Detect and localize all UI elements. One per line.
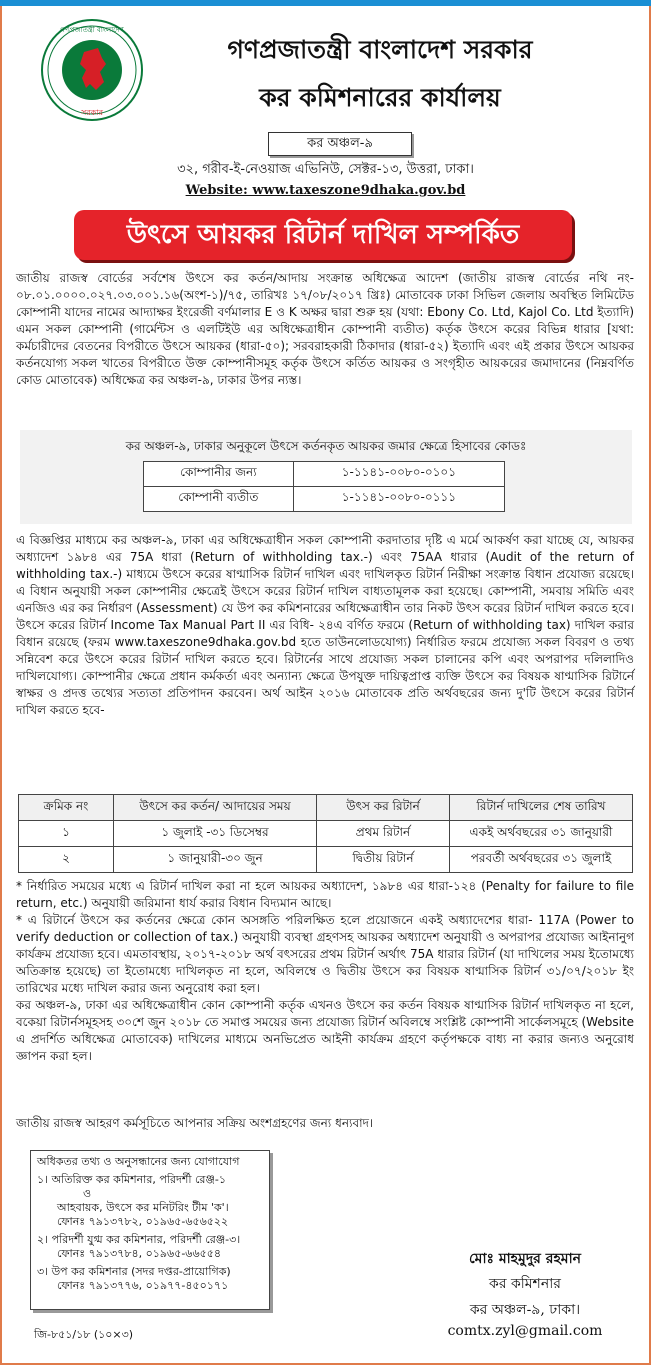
column-header: ক্রমিক নং	[19, 795, 114, 821]
code-value: ১-১১৪১-০০৮০-০১০১	[293, 462, 504, 487]
signatory-designation: কর কমিশনার	[489, 1276, 561, 1292]
contact-item-1-phone: ফোনঃ ৭৯১৩৭৮২, ০১৯৬৫-৬৫৬৫২২	[57, 1215, 229, 1228]
contact-item-3: ৩। উপ কর কমিশনার (সদর দপ্তর-প্রায়োগিক)	[37, 1265, 231, 1278]
contact-item-2-phone: ফোনঃ ৭৯১৩৭৮৪, ০১৯৬৫-৬৬৫৫৪	[57, 1247, 222, 1260]
table-cell: ১ জানুয়ারী-৩০ জুন	[114, 847, 317, 873]
seal-top-text: গণপ্রজাতন্ত্রী বাংলাদেশ	[60, 26, 124, 34]
contact-item-2: ২। পরিদর্শী যুগ্ম কর কমিশনার, পরিদর্শী রেঞ্জ-৩।	[37, 1233, 241, 1246]
table-row	[19, 847, 633, 873]
code-label: কোম্পানী ব্যতীত	[144, 487, 294, 512]
verification-note: * এ রিটার্নে উৎসে কর কর্তনের ক্ষেত্রে কোন অসঙ্গতি পরিলক্ষিত হলে প্রয়োজনে একই অধ্যাদেশের ধারা- 117A (Power to verify deduction or collection of tax.) অনুযায়ী ব্যবস্থা গ্রহণসহ আয়কর অধ্যাদেশ অনুযায়ী ও অপরাপর প্রযোজ্য আইনানুগ কার্যক্রম প্রযোজ্য হবে। এমতাবস্থায়, ২০১৭-২০১৮ অর্থ বৎসরের প্রথম রিটার্ন অর্থাৎ 75A ধারার রিটার্ন (যা দাখিলের সময় ইতোমধ্যে অতিক্রান্ত হয়েছে) তা ইতোমধ্যে দাখিলকৃত না হলে, অবিলম্বে ও দ্বিতীয় উৎসে কর বিষয়ক ষাণ্মাসিক রিটার্ন ৩১/০৭/২০১৮ ইং তারিখের মধ্যে দাখিল করার জন্য অনুরোধ করা হল।	[16, 913, 634, 995]
contact-item-1: ১। অতিরিক্ত কর কমিশনার, পরিদর্শী রেঞ্জ-১	[37, 1173, 226, 1186]
contact-item-3-phone: ফোনঃ ৭৯১৩৭৭৬, ০১৯৭৭-৪৫০১৭১	[57, 1279, 229, 1292]
seal-bottom-text: সরকার	[80, 108, 104, 117]
table-cell: প্রথম রিটার্ন	[317, 821, 450, 847]
table-cell: ২	[19, 847, 114, 873]
table-cell: একই অর্থবছরের ৩১ জানুয়ারী	[450, 821, 633, 847]
reference-number: জি-৮৫১/১৮ (১০×৩)	[34, 1328, 134, 1341]
column-header: উৎসে কর কর্তন/ আদায়ের সময়	[114, 795, 317, 821]
table-row	[144, 462, 505, 487]
contact-item-1-b: আহবায়ক, উৎসে কর মনিটরিং টীম 'ক'।	[57, 1201, 229, 1214]
contact-box	[30, 1150, 270, 1310]
deadline-table	[18, 794, 633, 873]
government-title: গণপ্রজাতন্ত্রী বাংলাদেশ সরকার	[227, 35, 533, 64]
notes-block	[16, 878, 634, 1065]
office-address: ৩২, গরীব-ই-নেওয়াজ এভিনিউ, সেক্টর-১৩, উত্তরা, ঢাকা।	[177, 162, 474, 177]
body-paragraph: এ বিজ্ঞপ্তির মাধ্যমে কর অঞ্চল-৯, ঢাকা এর অধিক্ষেত্রাধীন সকল কোম্পানী করদাতার দৃষ্টি এ মর্মে আকর্ষণ করা যাচ্ছে যে, আয়কর অধ্যাদেশ ১৯৮৪ এর 75A ধারা (Return of withholding tax.-) এবং 75AA ধারার (Audit of the return of withholding tax.-) মাধ্যমে উৎসে করের ষাণ্মাসিক রিটার্ন দাখিল এবং দাখিলকৃত রিটার্ন নিরীক্ষা সংক্রান্ত বিধান প্রযোজ্য রয়েছে। এ বিধান অনুযায়ী সকল কোম্পানীর ক্ষেত্রেই উৎসে করের রিটার্ন দাখিল বাধ্যতামূলক করা হয়েছে। কোম্পানী, সমবায় সমিতি এবং এনজিও এর কর নির্ধারণ (Assessment) যে উপ কর কমিশনারের অধিক্ষেত্রাধীন তার নিকট উৎস করের রিটার্ন দাখিল করতে হবে। উৎসে করের রিটার্ন Income Tax Manual Part II এর বিধি- ২৪এ বর্ণিত ফরমে (Return of withholding tax) দাখিল করার বিধান রয়েছে (ফরম www.taxeszone9dhaka.gov.bd হতে ডাউনলোডযোগ্য) নির্ধারিত ফরমে প্রযোজ্য সকল বিবরণ ও তথ্য সন্নিবেশ করে উৎসে করের রিটার্ন দাখিল করতে হবে। রিটার্নের সাথে প্রযোজ্য সকল চালানের কপি এবং অপরাপর দলিলাদিও দাখিলযোগ্য। কোম্পানীর ক্ষেত্রে প্রধান কর্মকর্তা এবং অন্যান্য ক্ষেত্রে উপযুক্ত দায়িত্বপ্রাপ্ত ব্যক্তি উৎসে কর বিষয়ক ষাণ্মাসিক রিটার্নে স্বাক্ষর ও প্রদত্ত তথ্যের সত্যতা প্রতিপাদন করবেন। অর্থ আইন ২০১৬ মোতাবেক প্রতি অর্থবছরের জন্য দু'টি উৎসে করের রিটার্ন দাখিল করতে হবে-	[16, 533, 634, 717]
column-header: উৎস কর রিটার্ন	[317, 795, 450, 821]
contact-email[interactable]: comtx.zyl@gmail.com	[447, 1323, 603, 1339]
table-row	[19, 821, 633, 847]
office-title: কর কমিশনারের কার্যালয়	[259, 83, 501, 112]
code-label: কোম্পানীর জন্য	[144, 462, 294, 487]
table-row	[144, 487, 505, 512]
intro-paragraph: জাতীয় রাজস্ব বোর্ডের সর্বশেষ উৎসে কর কর্তন/আদায় সংক্রান্ত অধিক্ষেত্র আদেশ (জাতীয় রাজস্ব বোর্ডের নথি নং- ০৮.০১.০০০০.০২৭.০৩.০০১.১৬(অংশ-১)/৭৫, তারিখঃ ১৭/০৮/২০১৭ খ্রিঃ) মোতাবেক ঢাকা সিভিল জেলায় অবস্থিত লিমিটেড কোম্পানী যাদের নামের আদ্যাক্ষর ইংরেজী বর্ণমালার E ও K অক্ষর দ্বারা শুরু হয় (যথা: Ebony Co. Ltd, Kajol Co. Ltd ইত্যাদি) এমন সকল কোম্পানী (গার্মেন্টস ও এলটিইউ এর অধিক্ষেত্রাধীন কোম্পানী ব্যতীত) কর্তৃক উৎসে করের বিভিন্ন ধারার [যথা: কর্মচারীদের বেতনের বিপরীতে উৎসে আয়কর (ধারা-৫০); সরবরাহকারী ঠিকাদার (ধারা-৫২) ইত্যাদি এবং এই প্রকার উৎসে আয়কর কর্তনযোগ্য সকল খাতের বিপরীতে উক্ত কোম্পানীসমূহ কর্তৃক উৎসে কর্তিত আয়কর ও সংগৃহীত আয়করের জমাদানের (নিম্নবর্ণিত কোড মোতাবেক) অধিক্ষেত্র কর অঞ্চল-৯, ঢাকার উপর ন্যস্ত।	[16, 271, 634, 387]
table-cell: দ্বিতীয় রিটার্ন	[317, 847, 450, 873]
contact-item-1-and: ও	[83, 1187, 92, 1200]
table-cell: ১ জুলাই -৩১ ডিসেম্বর	[114, 821, 317, 847]
top-strip	[0, 0, 651, 6]
website-link[interactable]: Website: www.taxeszone9dhaka.gov.bd	[185, 183, 466, 198]
table-cell: ১	[19, 821, 114, 847]
contact-title: অধিকতর তথ্য ও অনুসন্ধানের জন্য যোগাযোগ	[37, 1155, 240, 1168]
signatory-office: কর অঞ্চল-৯, ঢাকা।	[469, 1302, 581, 1318]
account-code-title: কর অঞ্চল-৯, ঢাকার অনুকূলে উৎসে কর্তনকৃত আয়কর জমার ক্ষেত্রে হিসাবের কোডঃ	[125, 439, 527, 453]
notice-banner: উৎসে আয়কর রিটার্ন দাখিল সম্পর্কিত	[74, 210, 572, 260]
account-code-table	[143, 461, 505, 512]
table-header-row	[19, 795, 633, 821]
thanks-note: জাতীয় রাজস্ব আহরণ কর্মসূচিতে আপনার সক্রিয় অংশগ্রহণের জন্য ধন্যবাদ।	[16, 1116, 374, 1130]
government-seal-logo	[40, 18, 144, 122]
pending-return-note: কর অঞ্চল-৯, ঢাকা এর অধিক্ষেত্রাধীন কোন কোম্পানী কর্তৃক এখনও উৎসে কর কর্তন বিষয়ক ষাণ্মাসিক রিটার্ন দাখিলকৃত না হলে, বকেয়া রিটার্নসমূহসহ ৩০শে জুন ২০১৮ তে সমাপ্ত সময়ের জন্য প্রযোজ্য রিটার্ন অবিলম্বে সংশ্লিষ্ট কোম্পানী সার্কেলসমূহে (Website এ প্রদর্শিত অধিক্ষেত্র মোতাবেক) দাখিলের মাধ্যমে অনভিপ্রেত আইনী কার্যক্রম গ্রহণে কর্তৃপক্ষকে বাধ্য না করার জন্যও অনুরোধ জ্ঞাপন করা হল।	[16, 998, 634, 1063]
table-cell: পরবর্তী অর্থবছরের ৩১ জুলাই	[450, 847, 633, 873]
signatory-name: মোঃ মাহমুদুর রহমান	[469, 1251, 581, 1267]
zone-label: কর অঞ্চল-৯	[268, 132, 412, 156]
code-value: ১-১১৪১-০০৮০-০১১১	[293, 487, 504, 512]
column-header: রিটার্ন দাখিলের শেষ তারিখ	[450, 795, 633, 821]
penalty-note: * নির্ধারিত সময়ের মধ্যে এ রিটার্ন দাখিল করা না হলে আয়কর অধ্যাদেশ, ১৯৮৪ এর ধারা-১২৪ (Penalty for failure to file return, etc.) অনুযায়ী জরিমানা ধার্য করার বিধান বিদ্যমান আছে।	[16, 879, 634, 910]
